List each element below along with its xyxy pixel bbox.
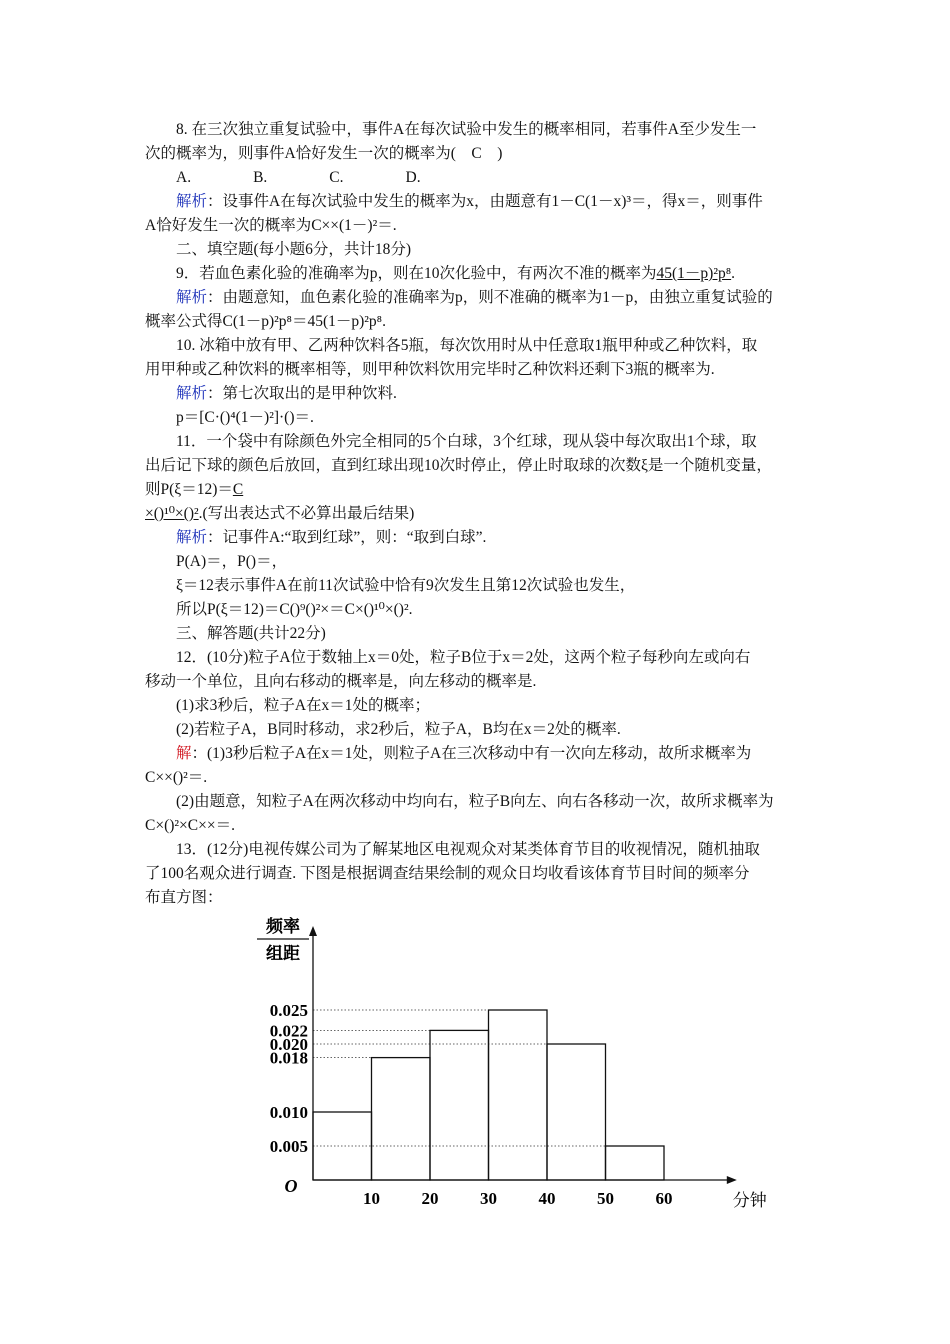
analysis-label: 解析: [176, 529, 208, 546]
q10-line2: 用甲种或乙种饮料的概率相等，则甲种饮料饮用完毕时乙种饮料还剩下3瓶的概率为.: [145, 361, 715, 378]
histogram-bar-5: [606, 1146, 665, 1180]
q12-line2: 移动一个单位，且向右移动的概率是，向左移动的概率是.: [145, 673, 537, 690]
q8-analysis-line2: A恰好发生一次的概率为C××(1－)²＝.: [145, 217, 397, 234]
y-tick-label: 0.005: [269, 1137, 308, 1156]
y-label-bottom: 组距: [266, 944, 300, 964]
q9-analysis-line2: 概率公式得C(1－p)²p⁸＝45(1－p)²p⁸.: [145, 313, 386, 330]
y-tick-label: 0.010: [269, 1103, 308, 1122]
q8-option-d: D.: [405, 169, 421, 186]
q9-answer: 45(1－p)²p⁸: [656, 265, 732, 282]
q11-prefix: 则P(ξ＝12)＝: [145, 481, 233, 498]
q13-line1: 13．(12分)电视传媒公司为了解某地区电视观众对某类体育节目的收视情况，随机抽取: [176, 841, 760, 858]
q8-option-c: C.: [329, 169, 344, 186]
y-axis-arrow-icon: [309, 926, 317, 936]
origin-label: O: [284, 1176, 298, 1196]
q12-solution-line4: C×()²×C××＝.: [145, 817, 235, 834]
q12-line1: 12．(10分)粒子A位于数轴上x＝0处，粒子B位于x＝2处，这两个粒子每秒向左或向右: [176, 649, 751, 666]
x-tick-label: 60: [655, 1189, 673, 1208]
q11-line1: 11．一个袋中有除颜色外完全相同的5个白球，3个红球，现从袋中每次取出1个球，取: [176, 433, 757, 450]
q11-line3: [145, 478, 810, 502]
q8-options: [145, 166, 810, 190]
x-axis-label: 分钟: [732, 1191, 767, 1211]
q11-analysis-line3: ξ＝12表示事件A在前11次试验中恰有9次发生且第12次试验也发生，: [176, 577, 636, 594]
q12-solution-line2: C××()²＝.: [145, 769, 208, 786]
x-tick-label: 20: [421, 1189, 439, 1208]
q10-analysis-line2: p＝[C·()⁴(1－)²]·()＝.: [176, 409, 314, 426]
q12-solution: [145, 742, 810, 766]
x-tick-label: 50: [597, 1189, 614, 1208]
x-tick-label: 40: [538, 1189, 556, 1208]
q12-part2: (2)若粒子A，B同时移动，求2秒后，粒子A，B均在x＝2处的概率.: [176, 721, 621, 738]
q11-line2: 出后记下球的颜色后放回，直到红球出现10次时停止，停止时取球的次数ξ是一个随机变量，: [145, 457, 772, 474]
q12-solution-line3: (2)由题意，知粒子A在两次移动中均向右，粒子B向左、向右各移动一次，故所求概率为: [176, 793, 774, 810]
q8-option-b: B.: [253, 169, 268, 186]
q11-analysis: [145, 526, 810, 550]
q9-line1: 9．若血色素化验的准确率为p，则在10次化验中，有两次不准的概率为45(1－p)²p⁸.: [176, 265, 736, 282]
analysis-label: 解析: [176, 193, 208, 210]
q11-note: .(写出表达式不必算出最后结果): [198, 505, 415, 522]
q11-answer-part2: ×()¹⁰×()²: [145, 505, 199, 522]
q10-analysis: [145, 382, 810, 406]
solution-label: 解: [176, 745, 192, 762]
q11-analysis-line2: P(A)＝，P()＝，: [176, 553, 288, 570]
section-fill-in-heading: 二、填空题(每小题6分，共计18分): [176, 241, 412, 258]
x-tick-label: 10: [363, 1189, 380, 1208]
q11-line4: [145, 502, 810, 526]
q8-line1: 8. 在三次独立重复试验中，事件A在每次试验中发生的概率相同，若事件A至少发生一: [176, 121, 757, 138]
q10-analysis-text: ：第七次取出的是甲种饮料.: [207, 385, 397, 402]
analysis-label: 解析: [176, 289, 208, 306]
q11-analysis-line4: 所以P(ξ＝12)＝C()⁹()²×＝C×()¹⁰×()².: [176, 601, 413, 618]
q10-line1: 10. 冰箱中放有甲、乙两种饮料各5瓶，每次饮用时从中任意取1瓶甲种或乙种饮料，取: [176, 337, 758, 354]
document-page: [145, 118, 810, 910]
q9-text: 9．若血色素化验的准确率为p，则在10次化验中，有两次不准的概率为: [176, 265, 657, 282]
q11-analysis-text: ：记事件A:“取到红球”，则：“取到白球”.: [207, 529, 487, 546]
y-tick-label: 0.022: [269, 1021, 308, 1041]
q13-line2: 了100名观众进行调查. 下图是根据调查结果绘制的观众日均收看该体育节目时间的频率分: [145, 865, 750, 882]
histogram-bar-2: [430, 1030, 489, 1180]
x-axis-arrow-icon: [727, 1176, 737, 1184]
q12-part1: (1)求3秒后，粒子A在x＝1处的概率；: [176, 697, 431, 714]
y-tick-label: 0.025: [269, 1001, 308, 1020]
q12-solution-text: ：(1)3秒后粒子A在x＝1处，则粒子A在三次移动中有一次向左移动，故所求概率为: [191, 745, 752, 762]
q8-line2: 次的概率为，则事件A恰好发生一次的概率为( C ): [145, 145, 503, 162]
histogram-bar-3: [489, 1010, 548, 1180]
q9-analysis-text: ：由题意知，血色素化验的准确率为p，则不准确的概率为1－p，由独立重复试验的: [207, 289, 773, 306]
y-tick-label: 0.018: [269, 1048, 308, 1068]
q13-line3: 布直方图：: [145, 889, 223, 906]
y-label-top: 频率: [266, 917, 300, 937]
x-tick-label: 30: [480, 1189, 497, 1208]
frequency-histogram: [250, 910, 770, 1230]
histogram-bar-1: [372, 1058, 431, 1180]
q8-analysis: [145, 190, 810, 214]
histogram-bar-4: [547, 1044, 606, 1180]
y-tick-label: 0.020: [269, 1035, 308, 1054]
q11-answer-part1: C: [232, 481, 244, 498]
q8-analysis-text: ：设事件A在每次试验中发生的概率为x，由题意有1－C(1－x)³＝，得x＝，则事件: [207, 193, 763, 210]
analysis-label: 解析: [176, 385, 208, 402]
q9-analysis: [145, 286, 810, 310]
section-solution-heading: 三、解答题(共计22分): [176, 625, 326, 642]
q8-option-a: A.: [176, 169, 192, 186]
